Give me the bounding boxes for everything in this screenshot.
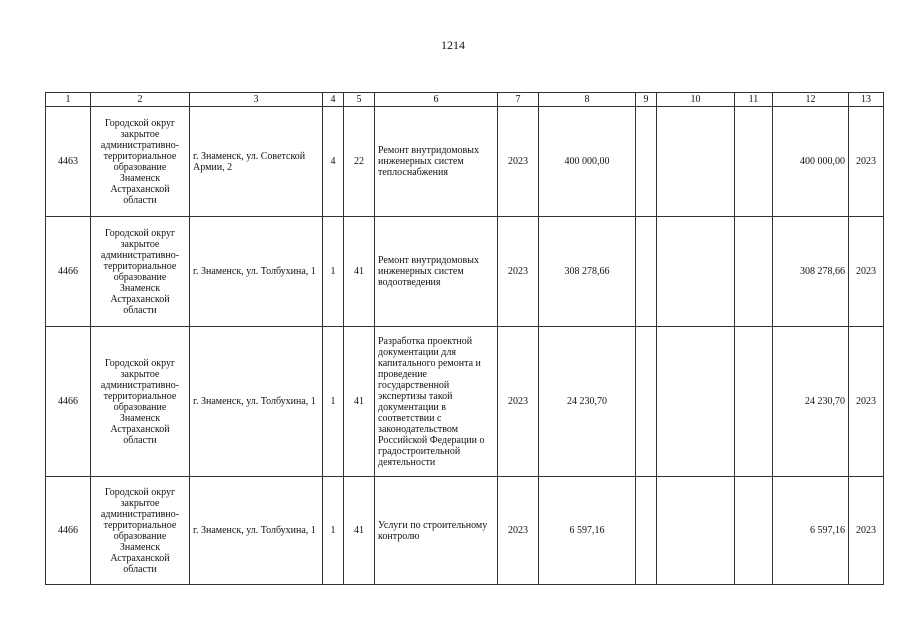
cell-address: г. Знаменск, ул. Толбухина, 1 — [190, 327, 323, 477]
cell-work-type: Ремонт внутридомовых инженерных систем водоотведения — [375, 217, 498, 327]
cell-municipality: Городской округ закрытое административно-территориальное образование Знаменск Астраханской области — [91, 107, 190, 217]
cell-col9 — [636, 477, 657, 585]
table-row — [46, 217, 884, 327]
cell-col13: 2023 — [849, 107, 884, 217]
cell-col4: 1 — [323, 327, 344, 477]
cell-year: 2023 — [498, 477, 539, 585]
cell-col5: 41 — [344, 327, 375, 477]
cell-col12: 400 000,00 — [773, 107, 849, 217]
cell-col9 — [636, 217, 657, 327]
column-header-5: 5 — [344, 93, 375, 107]
cell-total: 400 000,00 — [539, 107, 636, 217]
cell-year: 2023 — [498, 217, 539, 327]
column-header-4: 4 — [323, 93, 344, 107]
cell-col13: 2023 — [849, 477, 884, 585]
cell-id: 4466 — [46, 217, 91, 327]
cell-col4: 1 — [323, 477, 344, 585]
cell-col5: 41 — [344, 217, 375, 327]
cell-year: 2023 — [498, 327, 539, 477]
cell-col10 — [657, 477, 735, 585]
cell-col11 — [735, 107, 773, 217]
column-header-13: 13 — [849, 93, 884, 107]
cell-address: г. Знаменск, ул. Толбухина, 1 — [190, 477, 323, 585]
cell-col4: 4 — [323, 107, 344, 217]
cell-id: 4466 — [46, 327, 91, 477]
cell-total: 308 278,66 — [539, 217, 636, 327]
cell-col9 — [636, 107, 657, 217]
cell-col5: 22 — [344, 107, 375, 217]
cell-col9 — [636, 327, 657, 477]
table-row — [46, 477, 884, 585]
cell-col12: 6 597,16 — [773, 477, 849, 585]
cell-address: г. Знаменск, ул. Советской Армии, 2 — [190, 107, 323, 217]
cell-total: 24 230,70 — [539, 327, 636, 477]
cell-work-type: Услуги по строительному контролю — [375, 477, 498, 585]
cell-col11 — [735, 327, 773, 477]
table-row — [46, 107, 884, 217]
header-row — [46, 93, 884, 107]
cell-col12: 24 230,70 — [773, 327, 849, 477]
cell-year: 2023 — [498, 107, 539, 217]
cell-col11 — [735, 477, 773, 585]
table-row — [46, 327, 884, 477]
cell-col10 — [657, 107, 735, 217]
cell-municipality: Городской округ закрытое административно-территориальное образование Знаменск Астраханской области — [91, 217, 190, 327]
column-header-11: 11 — [735, 93, 773, 107]
cell-col13: 2023 — [849, 327, 884, 477]
cell-col10 — [657, 217, 735, 327]
column-header-8: 8 — [539, 93, 636, 107]
page-number: 1214 — [441, 38, 465, 52]
cell-id: 4463 — [46, 107, 91, 217]
column-header-7: 7 — [498, 93, 539, 107]
cell-total: 6 597,16 — [539, 477, 636, 585]
cell-col10 — [657, 327, 735, 477]
cell-id: 4466 — [46, 477, 91, 585]
column-header-3: 3 — [190, 93, 323, 107]
cell-municipality: Городской округ закрытое административно-территориальное образование Знаменск Астраханской области — [91, 327, 190, 477]
cell-address: г. Знаменск, ул. Толбухина, 1 — [190, 217, 323, 327]
cell-work-type: Ремонт внутридомовых инженерных систем теплоснабжения — [375, 107, 498, 217]
column-header-9: 9 — [636, 93, 657, 107]
cell-work-type: Разработка проектной документации для капитального ремонта и проведение государственной экспертизы такой документации в соответствии с законодательством Российской Федерации о градостроительной деятельности — [375, 327, 498, 477]
column-header-6: 6 — [375, 93, 498, 107]
column-header-10: 10 — [657, 93, 735, 107]
cell-col11 — [735, 217, 773, 327]
column-header-1: 1 — [46, 93, 91, 107]
cell-col5: 41 — [344, 477, 375, 585]
column-header-12: 12 — [773, 93, 849, 107]
cell-col12: 308 278,66 — [773, 217, 849, 327]
cell-col13: 2023 — [849, 217, 884, 327]
cell-municipality: Городской округ закрытое административно-территориальное образование Знаменск Астраханской области — [91, 477, 190, 585]
registry-table — [45, 92, 884, 585]
cell-col4: 1 — [323, 217, 344, 327]
column-header-2: 2 — [91, 93, 190, 107]
